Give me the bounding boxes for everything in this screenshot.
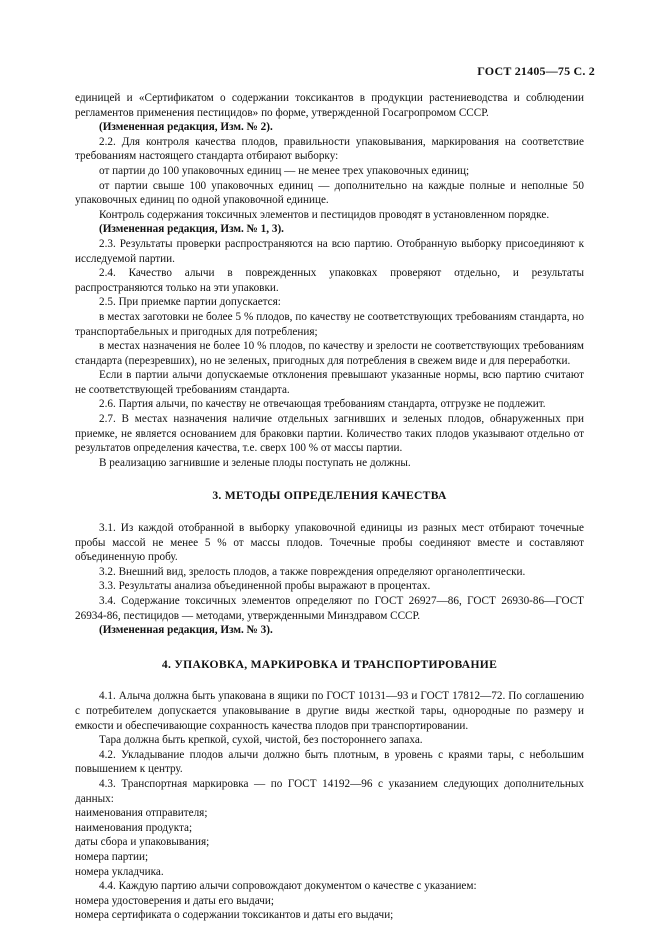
clause-2-3: 2.3. Результаты проверки распространяются на всю партию. Отобранную выборку присоединяют к исследуемой партии. <box>75 237 584 265</box>
paragraph: Тара должна быть крепкой, сухой, чистой, без постороннего запаха. <box>99 734 423 747</box>
clause-4-3: 4.3. Транспортная маркировка — по ГОСТ 14192—96 с указанием следующих дополнительных данных: <box>75 777 584 805</box>
document-body <box>75 91 584 923</box>
clause-2-6: 2.6. Партия алычи, по качеству не отвечающая требованиям стандарта, отгрузке не подлежит. <box>99 398 546 411</box>
paragraph: единицей и «Сертификатом о содержании токсикантов в продукции растениеводства и соблюдении регламентов применения пестицидов» по форме, утвержденной Госагропромом СССР. <box>75 92 584 119</box>
clause-4-1: 4.1. Алыча должна быть упакована в ящики по ГОСТ 10131—93 и ГОСТ 17812—72. По соглашению с потребителем допускается упаковывание в другие виды жесткой тары, однородные по размеру и емкости и обеспечивающие сохранность качества плодов при транспортировании. <box>75 690 584 732</box>
clause-3-2: 3.2. Внешний вид, зрелость плодов, а также повреждения определяют органолептически. <box>99 565 526 578</box>
list-item: наименования отправителя; <box>75 807 208 820</box>
clause-4-2: 4.2. Укладывание плодов алычи должно быть плотным, в уровень с краями тары, с небольшим повышением к центру. <box>75 748 584 776</box>
section-heading-3: 3. МЕТОДЫ ОПРЕДЕЛЕНИЯ КАЧЕСТВА <box>212 489 447 503</box>
paragraph: Контроль содержания токсичных элементов и пестицидов проводят в установленном порядке. <box>99 208 550 221</box>
clause-3-4: 3.4. Содержание токсичных элементов определяют по ГОСТ 26927—86, ГОСТ 26930-86—ГОСТ 26934-86, пестицидов — методами, утвержденными Минздравом СССР. <box>75 595 584 622</box>
amendment-note: (Измененная редакция, Изм. № 3). <box>99 624 273 637</box>
clause-2-7: 2.7. В местах назначения наличие отдельных загнивших и зеленых плодов, обнаруженных при приемке, не является основанием для браковки партии. Количество таких плодов указывают отдельно от результатов определения качества, т.е. сверх 100 % от массы партии. <box>75 413 584 455</box>
clause-3-3: 3.3. Результаты анализа объединенной пробы выражают в процентах. <box>99 580 431 593</box>
amendment-note: (Измененная редакция, Изм. № 1, 3). <box>99 223 284 236</box>
paragraph: В реализацию загнившие и зеленые плоды поступать не должны. <box>99 456 411 469</box>
paragraph: Если в партии алычи допускаемые отклонения превышают указанные нормы, всю партию считают не соответствующей требованиям стандарта. <box>75 369 584 396</box>
paragraph: от партии свыше 100 упаковочных единиц — дополнительно на каждые полные и неполные 50 упаковочных единиц по одной упаковочной единице. <box>75 179 584 207</box>
paragraph: в местах назначения не более 10 % плодов, по качеству и зрелости не соответствующих требованиям стандарта (перезревших), но не зеленых, пригодных для потребления в свежем виде и для переработки. <box>75 340 584 367</box>
list-item: номера партии; <box>75 850 149 863</box>
page-header: ГОСТ 21405—75 С. 2 <box>477 64 595 78</box>
clause-2-2: 2.2. Для контроля качества плодов, правильности упаковывания, маркирования на соответствие требованиям настоящего стандарта отбирают выборку: <box>75 135 584 163</box>
list-item: даты сбора и упаковывания; <box>75 836 210 849</box>
clause-3-1: 3.1. Из каждой отобранной в выборку упаковочной единицы из разных мест отбирают точечные пробы массой не менее 5 % от массы плодов. Точечные пробы соединяют вместе и составляют объединенную пробу. <box>75 522 584 564</box>
section-heading-4: 4. УПАКОВКА, МАРКИРОВКА И ТРАНСПОРТИРОВАНИЕ <box>161 657 498 671</box>
clause-4-4: 4.4. Каждую партию алычи сопровождают документом о качестве с указанием: <box>99 880 477 893</box>
list-item: номера укладчика. <box>75 865 164 878</box>
clause-2-5: 2.5. При приемке партии допускается: <box>99 296 281 309</box>
paragraph: в местах заготовки не более 5 % плодов, по качеству не соответствующих требованиям стандарта, но транспортабельных и пригодных для потребления; <box>75 310 584 338</box>
clause-2-4: 2.4. Качество алычи в поврежденных упаковках проверяют отдельно, и результаты распространяются только на эти упаковки. <box>75 267 584 294</box>
list-item: номера сертификата о содержании токсикантов и даты его выдачи; <box>75 909 394 922</box>
list-item: номера удостоверения и даты его выдачи; <box>75 894 274 907</box>
amendment-note: (Измененная редакция, Изм. № 2). <box>99 121 273 134</box>
paragraph: от партии до 100 упаковочных единиц — не менее трех упаковочных единиц; <box>99 164 470 177</box>
list-item: наименования продукта; <box>75 821 193 834</box>
